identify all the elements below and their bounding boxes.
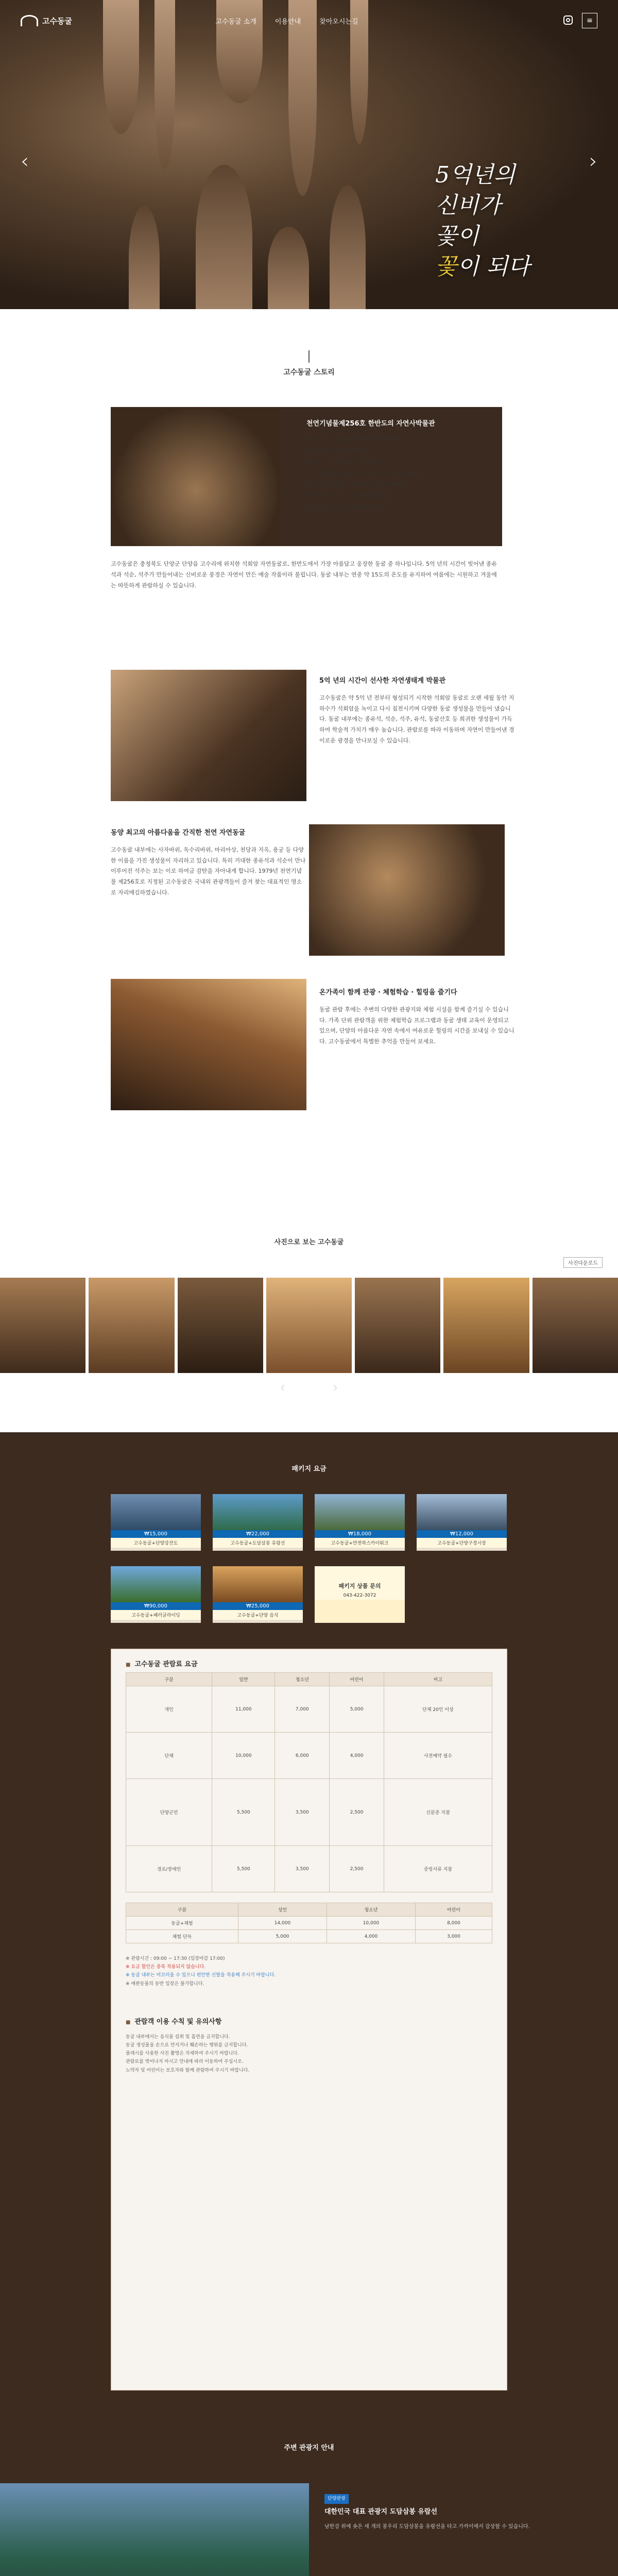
photo-gallery — [0, 1278, 618, 1373]
story-row-1: 5억 년의 시간이 선사한 자연생태계 박물관 고수동굴은 약 5억 년 전부터 형성되기 시작한 석회암 동굴로 오랜 세월 동안 지하수가 석회암을 녹이고 다시 침전시키며 다양한 동굴 생성물을 만들어 냈습니다. 동굴 내부에는 종유석, 석순, 석주, 유석, 동굴산호 등 희귀한 생성물이 가득하여 학술적 가치가 매우 높습니다. 관람로를 따라 이동하며 자연이 만들어낸 경이로운 광경을 만나보실 수 있습니다. — [319, 677, 514, 744]
gallery-prev-icon[interactable]: 〈 — [278, 1384, 285, 1392]
tour-image-1 — [0, 2483, 309, 2576]
rules-list: 동굴 내부에서는 음식물 섭취 및 흡연을 금지합니다. 동굴 생성물을 손으로 만지거나 훼손하는 행위를 금지합니다. 플래시를 사용한 사진 촬영은 자제하여 주시기 바랍니다. 관람로를 벗어나지 마시고 안내에 따라 이동하여 주십시오. 노약자 및 어린이는 보호자와 함께 관람하여 주시기 바랍니다. — [126, 2034, 250, 2073]
hero-next-arrow-icon[interactable]: › — [589, 149, 597, 173]
gallery-next-icon[interactable]: 〉 — [333, 1384, 340, 1392]
story-description: 고수동굴은 충청북도 단양군 단양읍 고수리에 위치한 석회암 자연동굴로, 한반도에서 가장 아름답고 웅장한 동굴 중 하나입니다. 5억 년의 시간이 빚어낸 종유석과 석순, 석주가 만들어내는 신비로운 풍경은 자연이 만든 예술 작품이라 불립니다. 동굴 내부는 연중 약 15도의 온도를 유지하여 여름에는 시원하고 겨울에는 따뜻하게 관람하실 수 있습니다. — [111, 561, 497, 589]
site-logo[interactable]: 고수동굴 — [21, 15, 72, 26]
story-row-2: 동양 최고의 아름다움을 간직한 천연 자연동굴 고수동굴 내부에는 사자바위, 독수리바위, 마리아상, 천당과 지옥, 용궁 등 다양한 이름을 가진 생성물이 자리하고 있습니다. 특히 거대한 종유석과 석순이 만나 이루어진 석주는 보는 이로 하여금 감탄을 자아내게 합니다. 1979년 천연기념물 제256호로 지정된 고수동굴은 국내외 관광객들이 즐겨 찾는 대표적인 명소로 자리매김하였습니다. — [111, 829, 306, 896]
nav-item-directions[interactable]: 찾아오시는길 — [319, 18, 358, 26]
package-card[interactable]: ₩15,000 고수동굴+단양강잔도 — [111, 1494, 201, 1551]
gallery-photo[interactable] — [266, 1278, 352, 1373]
site-header — [0, 0, 618, 41]
nav-item-guide[interactable]: 이용안내 — [274, 18, 301, 26]
instagram-icon — [563, 15, 573, 25]
tour-title: 주변 관광지 안내 — [284, 2444, 334, 2452]
main-nav — [215, 16, 358, 26]
tour-item-1: 단양관광 대한민국 대표 관광지 도담삼봉 유람선 남한강 위에 솟은 세 개의 봉우리 도담삼봉을 유람선을 타고 가까이에서 감상할 수 있습니다. — [324, 2494, 582, 2532]
photo-download-button[interactable]: 사진다운로드 — [563, 1257, 603, 1268]
fee-panel: ■ 고수동굴 관람료 요금 구분 일반 청소년 어린이 비고 개인 11,000 7,000 5,000 단체 20인 이상 단체 10,000 6,000 4,000 사전예약 필수 단양군민 5,500 3,500 2,500 신분증 지참 경로/장애인 5,500 3,500 2,500 증빙서류 지참 구분 성인 청소년 어린이 동굴+체험 14,000 10,000 8,000 체험 단독 5,000 4,000 3,000 ※ 관람시간 : 09:00 ~ 17:30 (입장마감 17:00) ※ 요금 할인은 중복 적용되지 않습니다. ※ 동굴 내부는 미끄러울 수 있으니 편안한 신발을 착용해 주시기 바랍니다. ※ 애완동물의 동반 입장은 불가합니다. ■ 관람객 이용 수칙 및 유의사항 동굴 내부에서는 음식물 섭취 및 흡연을 금지합니다. 동굴 생성물을 손으로 만지거나 훼손하는 행위를 금지합니다. 플래시를 사용한 사진 촬영은 자제하여 주시기 바랍니다. 관람로를 벗어나지 마시고 안내에 따라 이동하여 주십시오. 노약자 및 어린이는 보호자와 함께 관람하여 주시기 바랍니다. — [111, 1649, 507, 2391]
package-card[interactable]: ₩90,000 고수동굴+패러글라이딩 — [111, 1566, 201, 1623]
story-image-1 — [111, 670, 306, 801]
logo-mark-icon — [21, 15, 38, 26]
hero-title: 5억년의 신비가 꽃이 꽃이 되다 — [435, 162, 530, 280]
hero-prev-arrow-icon[interactable]: ‹ — [21, 149, 29, 173]
instagram-link[interactable] — [563, 15, 573, 26]
fee-table: 구분 일반 청소년 어린이 비고 개인 11,000 7,000 5,000 단체 20인 이상 단체 10,000 6,000 4,000 사전예약 필수 단양군민 5,500 3,500 2,500 신분증 지참 경로/장애인 5,500 3,500 2,500 증빙서류 지참 — [126, 1672, 492, 1892]
nav-item-intro[interactable]: 고수동굴 소개 — [215, 18, 256, 26]
gallery-photo[interactable] — [178, 1278, 263, 1373]
story-title: 고수동굴 스토리 — [0, 350, 618, 377]
info-section — [0, 1432, 618, 2576]
package-card[interactable]: ₩25,000 고수동굴+단양 음식 — [213, 1566, 303, 1623]
gallery-photo[interactable] — [533, 1278, 618, 1373]
intro-facts: 천연기념물제256호 한반도의 자연사박물관 동굴 길이 : 1,395m (관람구간 940m) 동굴 면적 : 약 7,240m² 형성 시기 : 약 5억 ~ 2억 년 전 주요 생성물 : 종유석, 석순, 석주, 유석, 동굴산호 특이 서식 생물 : 고수털진드기 등 25종 천연기념물 지정 : 1979년 6월 6일 관람 소요 시간 : 약 40 ~ 60분 — [306, 420, 435, 511]
package-card[interactable]: ₩12,000 고수동굴+단양구경시장 — [417, 1494, 507, 1551]
hero-slider — [0, 0, 618, 309]
fee-notes: ※ 관람시간 : 09:00 ~ 17:30 (입장마감 17:00) ※ 요금 할인은 중복 적용되지 않습니다. ※ 동굴 내부는 미끄러울 수 있으니 편안한 신발을 착용해 주시기 바랍니다. ※ 애완동물의 동반 입장은 불가합니다. — [126, 1956, 276, 1987]
intro-image — [111, 407, 281, 546]
gallery-photo[interactable] — [0, 1278, 85, 1373]
sub-fee-table: 구분 성인 청소년 어린이 동굴+체험 14,000 10,000 8,000 체험 단독 5,000 4,000 3,000 — [126, 1903, 492, 1943]
package-card[interactable]: ₩22,000 고수동굴+도담삼봉 유람선 — [213, 1494, 303, 1551]
gallery-nav — [278, 1383, 340, 1392]
package-title: 패키지 요금 — [291, 1465, 327, 1473]
story-image-3 — [111, 979, 306, 1110]
gallery-title: 사진으로 보는 고수동굴 — [274, 1239, 344, 1246]
story-row-3: 온가족이 함께 관광 · 체험학습 · 힐링을 즐기다 동굴 관람 후에는 주변의 다양한 관광지와 체험 시설을 함께 즐기실 수 있습니다. 가족 단위 관람객을 위한 체험학습 프로그램과 동굴 생태 교육이 운영되고 있으며, 단양의 아름다운 자연 속에서 여유로운 힐링의 시간을 보내실 수 있습니다. 고수동굴에서 특별한 추억을 만들어 보세요. — [319, 989, 514, 1045]
story-image-2 — [309, 824, 505, 956]
gallery-photo[interactable] — [89, 1278, 174, 1373]
gallery-photo[interactable] — [443, 1278, 529, 1373]
package-card[interactable]: ₩18,000 고수동굴+만천하스카이워크 — [315, 1494, 405, 1551]
package-inquiry[interactable]: 패키지 상품 문의 043-422-3072 — [315, 1566, 405, 1623]
menu-button[interactable]: ≡ — [582, 13, 597, 28]
gallery-photo[interactable] — [355, 1278, 440, 1373]
